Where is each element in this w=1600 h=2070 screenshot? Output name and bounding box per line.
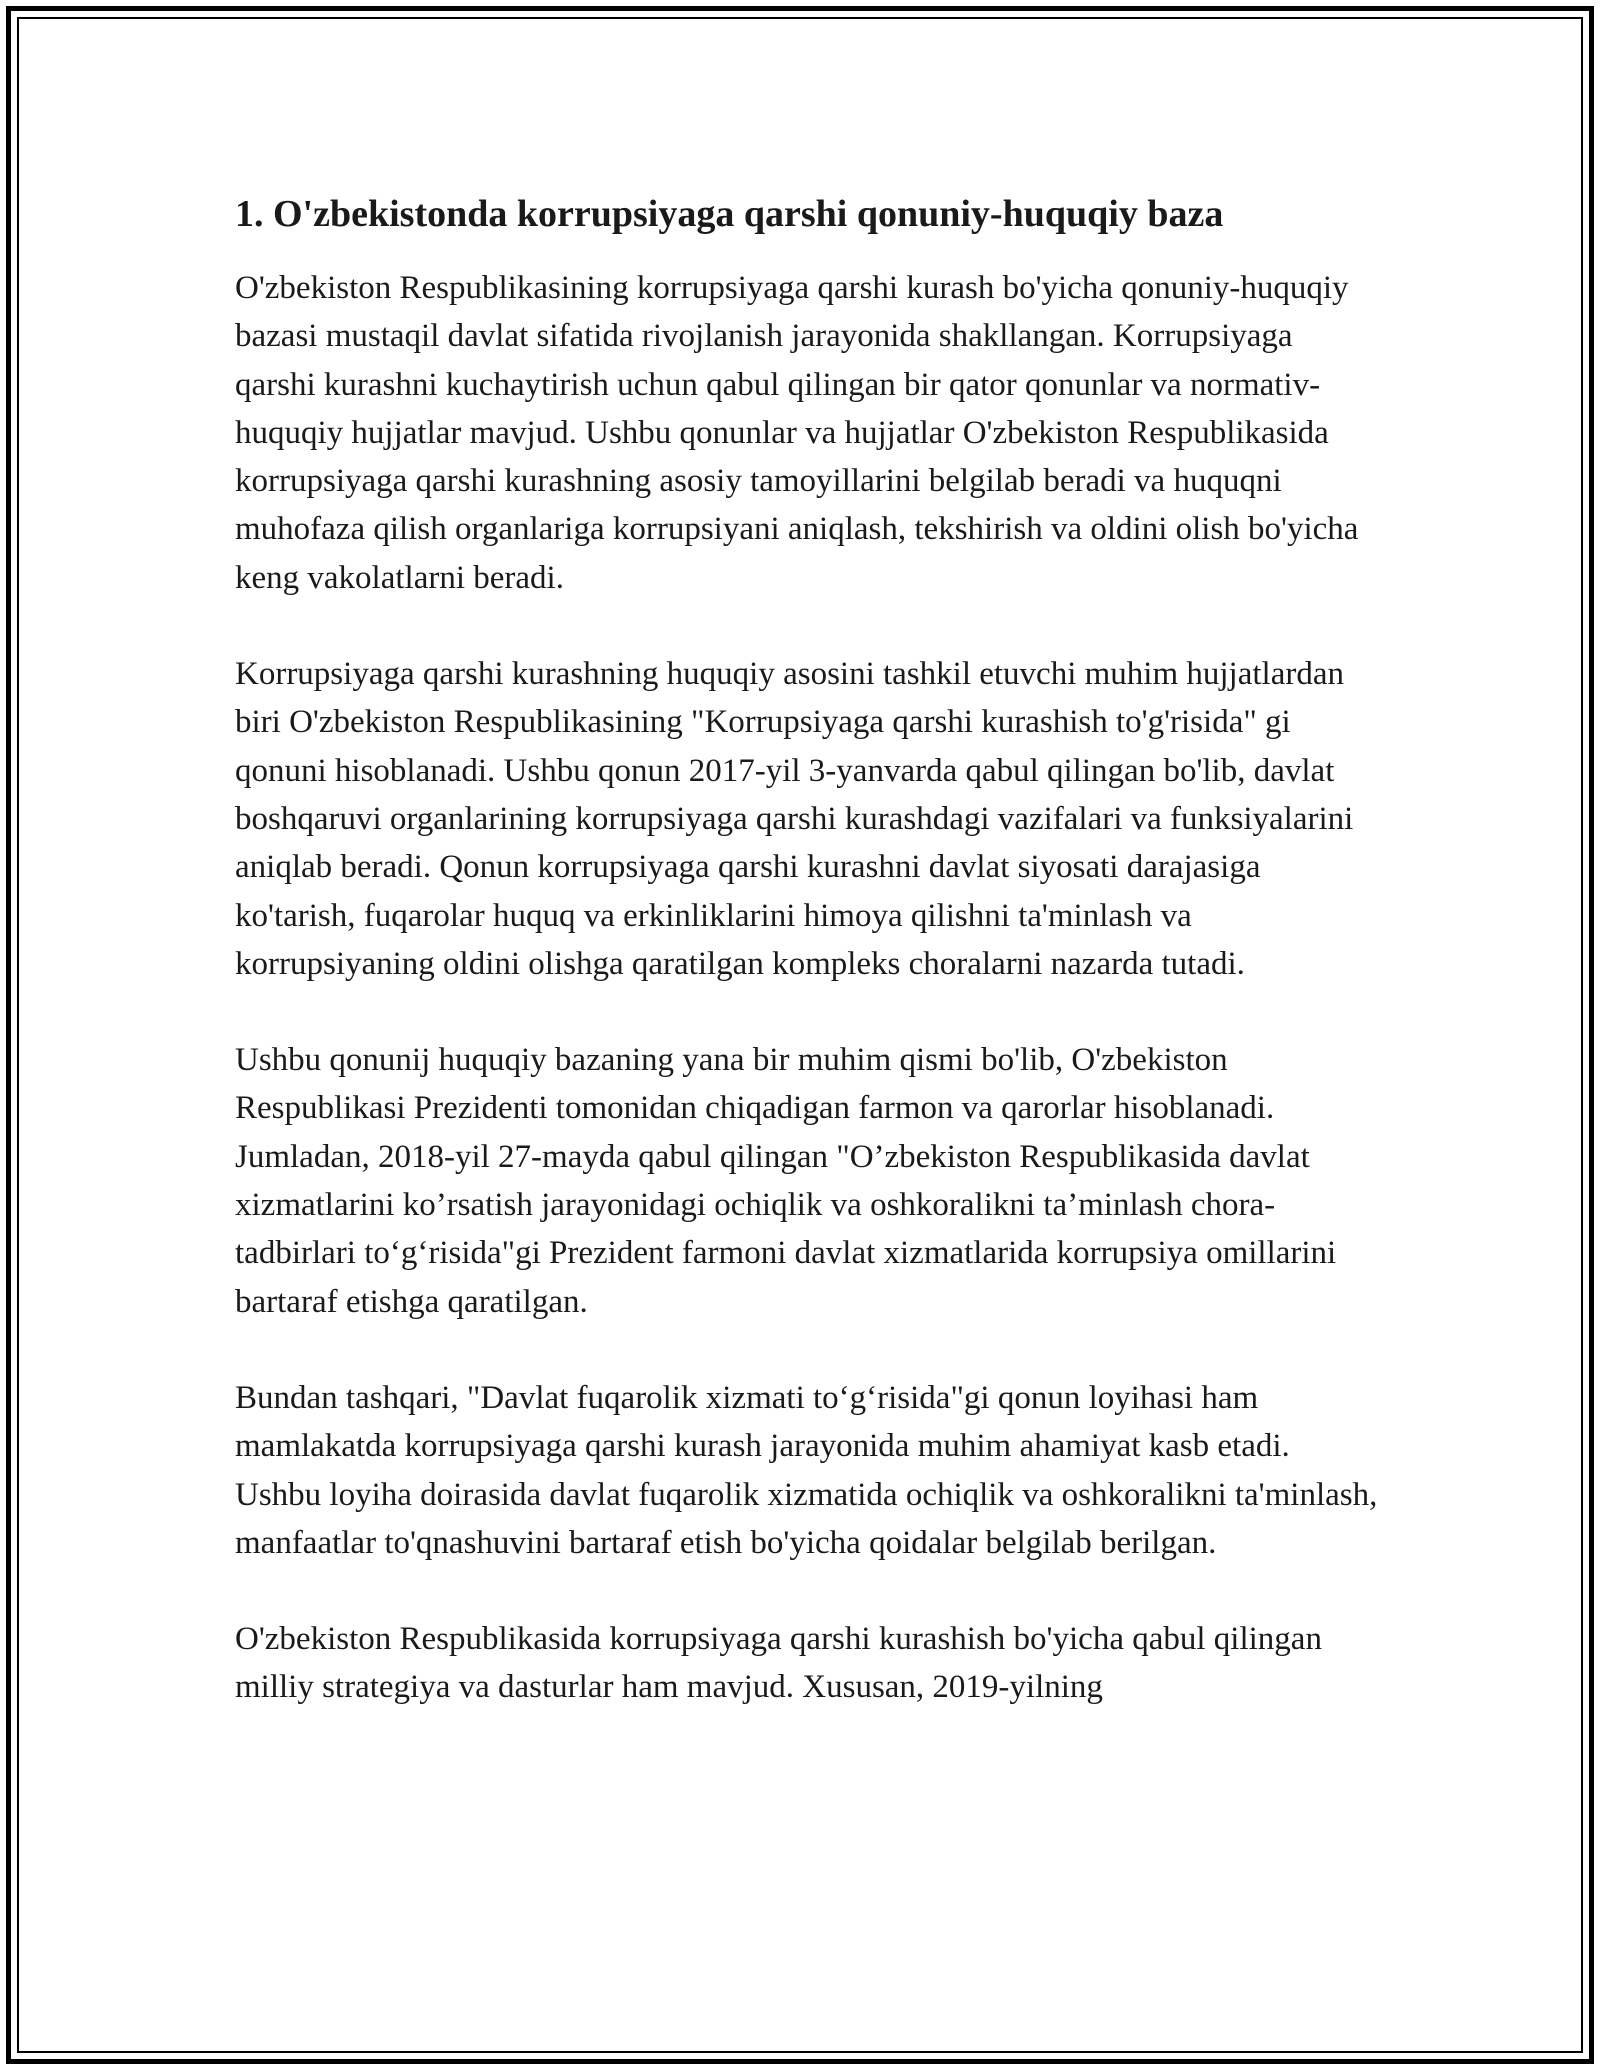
paragraph-presidential-decrees: Ushbu qonunij huquqiy bazaning yana bir muhim qismi bo'lib, O'zbekiston Respublikasi Prezidenti tomonidan chiqadigan farmon va qarorlar hisoblanadi. Jumladan, 2018-yil 27-mayda qabul qilingan "O’zbekiston Respublikasida davlat xizmatlarini ko’rsatish jarayonidagi ochiqlik va oshkoralikni ta’minlash chora-tadbirlari to‘g‘risida"gi Prezident farmoni davlat xizmatlarida korrupsiya omillarini bartaraf etishga qaratilgan. xyxy=(235,1042,1337,1320)
section-heading: 1. O'zbekistonda korrupsiyaga qarshi qonuniy-huquqiy baza xyxy=(235,193,1224,235)
paragraph-legal-framework: O'zbekiston Respublikasining korrupsiyaga qarshi kurash bo'yicha qonuniy-huquqiy bazasi mustaqil davlat sifatida rivojlanish jarayonida shakllangan. Korrupsiyaga qarshi kurashni kuchaytirish uchun qabul qilingan bir qator qonunlar va normativ-huquqiy hujjatlar mavjud. Ushbu qonunlar va hujjatlar O'zbekiston Respublikasida korrupsiyaga qarshi kurashning asosiy tamoyillarini belgilab beradi va huquqni muhofaza qilish organlariga korrupsiyani aniqlash, tekshirish va oldini olish bo'yicha keng vakolatlarni beradi. xyxy=(235,270,1359,596)
paragraph-anti-corruption-law: Korrupsiyaga qarshi kurashning huquqiy asosini tashkil etuvchi muhim hujjatlardan biri O'zbekiston Respublikasining "Korrupsiyaga qarshi kurashish to'g'risida" gi qonuni hisoblanadi. Ushbu qonun 2017-yil 3-yanvarda qabul qilingan bo'lib, davlat boshqaruvi organlarining korrupsiyaga qarshi kurashdagi vazifalari va funksiyalarini aniqlab beradi. Qonun korrupsiyaga qarshi kurashni davlat siyosati darajasiga ko'tarish, fuqarolar huquq va erkinliklarini himoya qilishni ta'minlash va korrupsiyaning oldini olishga qaratilgan kompleks choralarni nazarda tutadi. xyxy=(235,656,1354,982)
paragraph-civil-service-law: Bundan tashqari, "Davlat fuqarolik xizmati to‘g‘risida"gi qonun loyihasi ham mamlakatda korrupsiyaga qarshi kurash jarayonida muhim ahamiyat kasb etadi. Ushbu loyiha doirasida davlat fuqarolik xizmatida ochiqlik va oshkoralikni ta'minlash, manfaatlar to'qnashuvini bartaraf etish bo'yicha qoidalar belgilab berilgan. xyxy=(235,1379,1378,1561)
paragraph-national-strategy: O'zbekiston Respublikasida korrupsiyaga qarshi kurashish bo'yicha qabul qilingan milliy strategiya va dasturlar ham mavjud. Xususan, 2019-yilning xyxy=(235,1621,1322,1706)
document-body xyxy=(235,188,1380,1712)
